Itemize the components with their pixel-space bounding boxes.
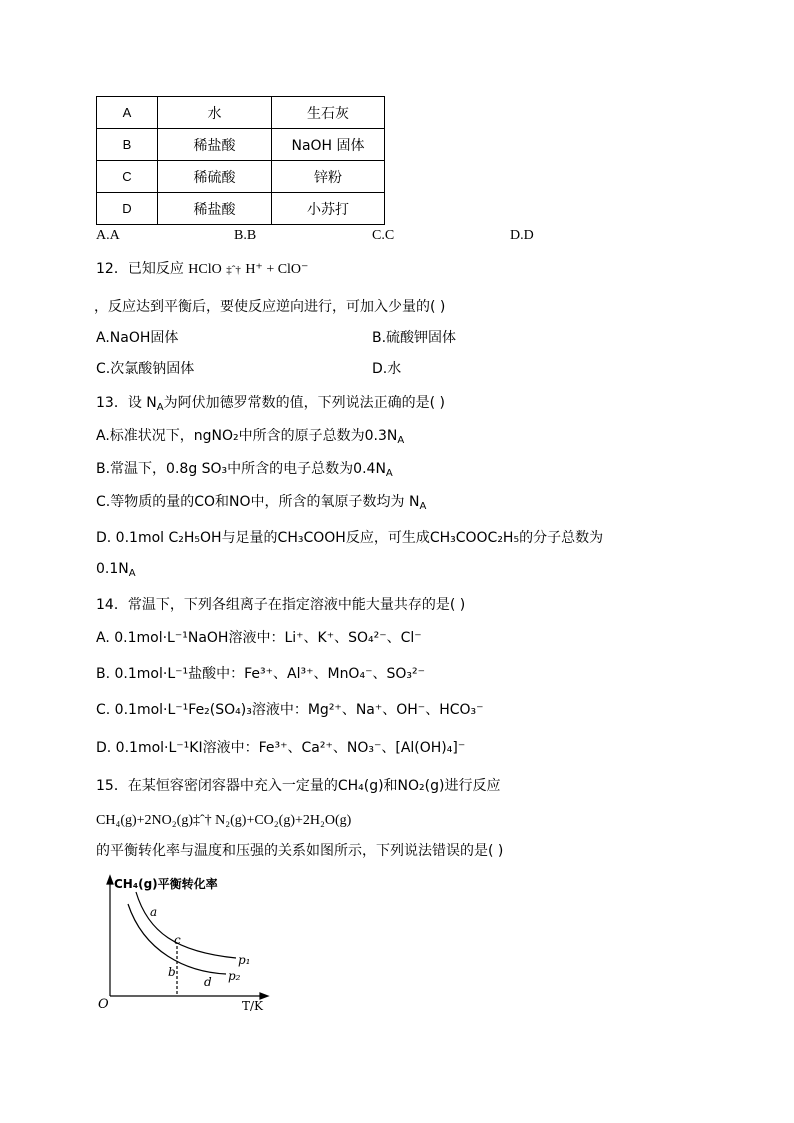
table-cell: D	[97, 193, 158, 225]
table-cell: B	[97, 129, 158, 161]
q13-d2-sub: A	[128, 568, 136, 579]
q12-stem-cont: ，反应达到平衡后，要使反应逆向进行，可加入少量的( )	[94, 299, 446, 315]
y-axis-arrow	[107, 876, 113, 884]
q14-option-b: B. 0.1mol·L⁻¹盐酸中：Fe³⁺、Al³⁺、MnO₄⁻、SO₃²⁻	[96, 666, 425, 682]
series-p2-label: p₂	[228, 969, 241, 983]
q13-option-d-cont	[96, 561, 136, 577]
point-b-label: b	[168, 965, 176, 979]
q15-equation: CH₄(g)+2NO₂(g)‡ˆ† N₂(g)+CO₂(g)+2H₂O(g)	[96, 813, 352, 828]
q13-stem-text: 13．设 N	[96, 395, 157, 411]
conversion-chart	[96, 872, 276, 1012]
q11-choice-a: A.A	[96, 228, 120, 243]
q13-a-text: A.标准状况下，ngNO₂中所含的原子总数为0.3N	[96, 428, 398, 444]
series-p1-label: p₁	[238, 953, 251, 967]
q15-stem-cont: 的平衡转化率与温度和压强的关系如图所示，下列说法错误的是( )	[96, 843, 504, 859]
table-cell: 锌粉	[272, 161, 385, 193]
q13-option-b	[96, 458, 393, 478]
q12-stem-text: 12．已知反应	[96, 261, 184, 277]
q14-option-d: D. 0.1mol·L⁻¹KI溶液中：Fe³⁺、Ca²⁺、NO₃⁻、[Al(OH)₄]⁻	[96, 740, 466, 756]
q12-option-c: C.次氯酸钠固体	[96, 361, 195, 377]
q13-stem-sub: A	[156, 402, 164, 413]
q11-choice-d: D.D	[510, 228, 534, 243]
curve-p1	[136, 892, 236, 958]
q13-c-sub: A	[419, 501, 427, 512]
q12-eq-arrow: ‡ˆ†	[226, 264, 241, 276]
table-cell: A	[97, 97, 158, 129]
q13-stem	[96, 392, 445, 412]
q13-c-text: C.等物质的量的CO和NO中，所含的氧原子数均为 N	[96, 494, 420, 510]
table-cell: 稀盐酸	[158, 129, 272, 161]
q12-option-a: A.NaOH固体	[96, 330, 179, 346]
table-cell: 水	[158, 97, 272, 129]
q13-option-c	[96, 491, 426, 511]
table-row	[97, 129, 385, 161]
q13-option-a	[96, 425, 404, 445]
table-cell: 生石灰	[272, 97, 385, 129]
q14-option-a: A. 0.1mol·L⁻¹NaOH溶液中：Li⁺、K⁺、SO₄²⁻、Cl⁻	[96, 630, 422, 646]
table-cell: NaOH 固体	[272, 129, 385, 161]
q14-stem: 14．常温下，下列各组离子在指定溶液中能大量共存的是( )	[96, 597, 466, 613]
point-a-label: a	[150, 905, 158, 919]
q11-choice-b: B.B	[234, 228, 257, 243]
q13-b-sub: A	[385, 468, 393, 479]
q12-eq-rhs: H⁺ + ClO⁻	[245, 262, 309, 277]
point-c-label: c	[174, 933, 181, 947]
table-cell: C	[97, 161, 158, 193]
table-cell: 稀盐酸	[158, 193, 272, 225]
table-row	[97, 97, 385, 129]
q12-option-b: B.硫酸钾固体	[372, 330, 457, 346]
q13-b-text: B.常温下，0.8g SO₃中所含的电子总数为0.4N	[96, 461, 386, 477]
table-row	[97, 193, 385, 225]
q15-stem: 15．在某恒容密闭容器中充入一定量的CH₄(g)和NO₂(g)进行反应	[96, 778, 501, 794]
q12-stem	[96, 258, 308, 278]
q13-option-d: D. 0.1mol C₂H₅OH与足量的CH₃COOH反应，可生成CH₃COOC₂H₅的分子总数为	[96, 530, 604, 546]
q13-d2-text: 0.1N	[96, 561, 129, 577]
point-d-label: d	[204, 975, 212, 989]
options-table	[96, 96, 385, 225]
q14-option-c: C. 0.1mol·L⁻¹Fe₂(SO₄)₃溶液中：Mg²⁺、Na⁺、OH⁻、HCO₃⁻	[96, 702, 484, 718]
q13-stem-tail: 为阿伏加德罗常数的值，下列说法正确的是( )	[163, 395, 445, 411]
x-axis-label: T/K	[242, 999, 264, 1012]
table-row	[97, 161, 385, 193]
q12-option-d: D.水	[372, 361, 402, 377]
q11-choice-c: C.C	[372, 228, 395, 243]
table-cell: 稀硫酸	[158, 161, 272, 193]
origin-label: O	[98, 997, 109, 1012]
q12-eq-lhs: HClO	[188, 262, 222, 277]
q13-a-sub: A	[397, 435, 405, 446]
y-axis-label: CH₄(g)平衡转化率	[114, 877, 218, 891]
table-cell: 小苏打	[272, 193, 385, 225]
